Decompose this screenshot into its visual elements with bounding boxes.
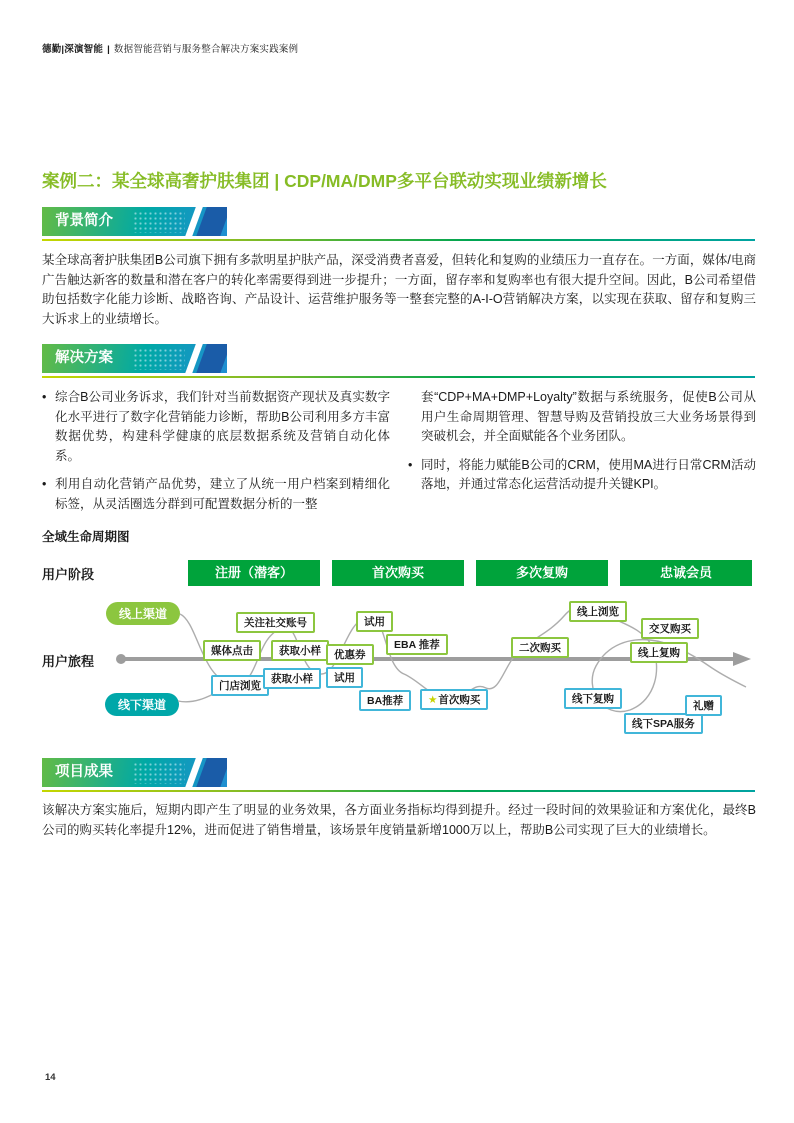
journey-node: 关注社交账号 xyxy=(236,612,315,633)
journey-node: 线上浏览 xyxy=(569,601,627,622)
stage-box: 注册（潜客） xyxy=(188,560,320,586)
journey-node: 媒体点击 xyxy=(203,640,261,661)
stage-box: 首次购买 xyxy=(332,560,464,586)
journey-node: 线下复购 xyxy=(564,688,622,709)
stage-box: 忠诚会员 xyxy=(620,560,752,586)
section-rule xyxy=(42,239,755,241)
section-rule xyxy=(42,376,755,378)
star-icon: ★ xyxy=(428,694,438,706)
section-banner-results xyxy=(42,758,227,787)
doc-header xyxy=(42,41,298,55)
solution-right-column xyxy=(408,388,756,504)
digital-dots-decoration xyxy=(133,762,185,784)
journey-node: 获取小样 xyxy=(271,640,329,661)
journey-node: 优惠券 xyxy=(326,644,374,665)
solution-continuation: 套“CDP+MA+DMP+Loyalty”数据与系统服务，促使B公司从用户生命周期管理、智慧导购及营销投放三大业务场景得到突破机会，并全面赋能各个业务团队。 xyxy=(421,390,756,443)
section-banner-solution xyxy=(42,344,227,373)
journey-node: BA推荐 xyxy=(359,690,411,711)
diagram-title: 全域生命周期图 xyxy=(42,530,130,544)
journey-node: 线上复购 xyxy=(630,642,688,663)
journey-node: 礼赠 xyxy=(685,695,722,716)
digital-dots-decoration xyxy=(133,211,185,233)
stage-box: 多次复购 xyxy=(476,560,608,586)
doc-subtitle: 数据智能营销与服务整合解决方案实践案例 xyxy=(113,44,299,55)
axis-start-dot xyxy=(116,654,126,664)
axis-arrowhead-icon xyxy=(733,652,751,666)
offline-channel-pill: 线下渠道 xyxy=(105,693,179,716)
section-heading-background: 背景简介 xyxy=(55,213,113,229)
journey-node: 试用 xyxy=(356,611,393,632)
section-rule xyxy=(42,790,755,792)
journey-node: 试用 xyxy=(326,667,363,688)
solution-left-column xyxy=(42,388,390,523)
header-separator: | xyxy=(107,44,110,55)
journey-node: 二次购买 xyxy=(511,637,569,658)
brand-logo-text: 德勤|深演智能 xyxy=(42,44,104,55)
online-channel-pill: 线上渠道 xyxy=(106,602,180,625)
solution-bullet: • 综合B公司业务诉求，我们针对当前数据资产现状及真实数字化水平进行了数字化营销能力诊断，帮助B公司利用多方丰富数据优势，构建科学健康的底层数据系统及营销自动化体系。 xyxy=(42,388,390,466)
page-number: 14 xyxy=(45,1072,56,1083)
lifecycle-diagram xyxy=(0,588,794,748)
solution-bullet: • 利用自动化营销产品优势，建立了从统一用户档案到精细化标签，从灵活圈选分群到可配置数据分析的一整 xyxy=(42,475,390,514)
digital-dots-decoration xyxy=(133,348,185,370)
stage-row-label: 用户阶段 xyxy=(42,567,95,582)
journey-node: 线下SPA服务 xyxy=(624,713,703,734)
case-title: 案例二：某全球高奢护肤集团 | CDP/MA/DMP多平台联动实现业绩新增长 xyxy=(42,171,607,191)
background-paragraph: 某全球高奢护肤集团B公司旗下拥有多款明星护肤产品，深受消费者喜爱，但转化和复购的业绩压力一直存在。一方面，媒体/电商广告触达新客的数量和潜在客户的转化率需要得到进一步提升；一方面，留存率和复购率也有很大提升空间。因此，B公司希望借助包括数字化能力诊断、战略咨询、产品设计、运营维护服务等一整套完整的A-I-O营销解决方案，以实现在获取、留存和复购三大诉求上的业绩增长。 xyxy=(42,253,756,326)
journey-node: 获取小样 xyxy=(263,668,321,689)
journey-row-label: 用户旅程 xyxy=(42,654,95,669)
section-heading-solution: 解决方案 xyxy=(55,350,113,366)
solution-bullet: • 同时，将能力赋能B公司的CRM，使用MA进行日常CRM活动落地，并通过常态化运营活动提升关键KPI。 xyxy=(408,456,756,495)
journey-node: 门店浏览 xyxy=(211,675,269,696)
journey-node: 交叉购买 xyxy=(641,618,699,639)
journey-node: ★首次购买 xyxy=(420,689,488,710)
journey-node: EBA 推荐 xyxy=(386,634,448,655)
section-banner-background xyxy=(42,207,227,236)
results-paragraph: 该解决方案实施后，短期内即产生了明显的业务效果，各方面业务指标均得到提升。经过一段时间的效果验证和方案优化，最终B公司的购买转化率提升12%，进而促进了销售增量，该场景年度销量新增1000万以上，帮助B公司实现了巨大的业绩增长。 xyxy=(42,803,756,837)
section-heading-results: 项目成果 xyxy=(55,764,113,780)
